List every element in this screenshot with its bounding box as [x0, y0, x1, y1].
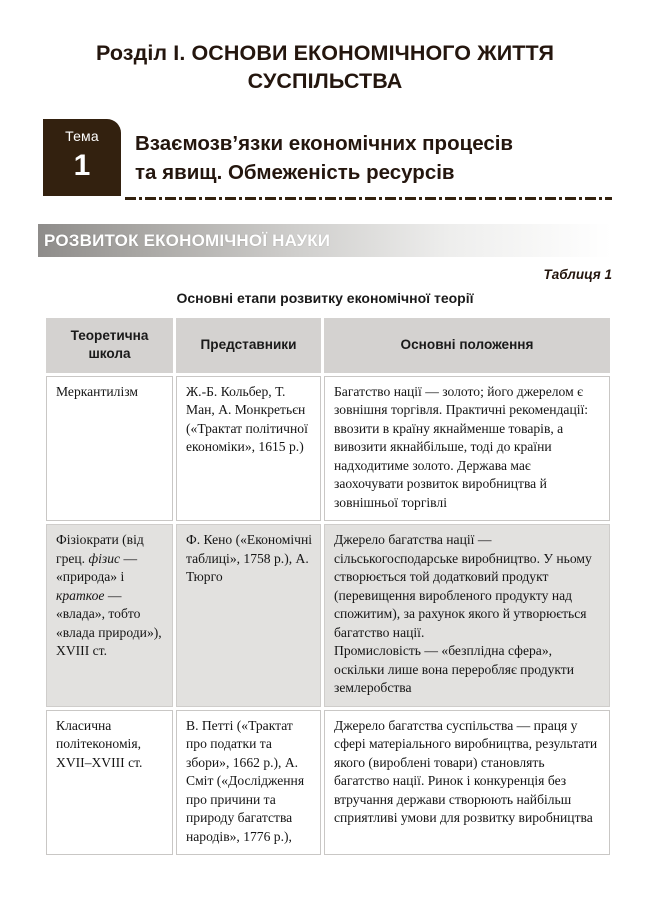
table-number-label: Таблиця 1: [543, 267, 612, 283]
term-plain: Фізіократи (від грец.: [56, 532, 144, 566]
cell-principles: [324, 524, 610, 706]
table-body: [46, 376, 610, 855]
topic-title-line-2: та явищ. Обмеженість ресурсів: [135, 161, 455, 185]
cell-school: [46, 524, 173, 706]
cell-representatives: Ж.-Б. Кольбер, Т. Ман, А. Монкретьєн («Трактат політичної економіки», 1615 р.): [176, 376, 321, 521]
table-row: [46, 524, 610, 706]
topic-badge-word: Тема: [65, 128, 99, 145]
section-title: РОЗВИТОК ЕКОНОМІЧНОЇ НАУКИ: [44, 230, 331, 250]
cell-principles: [324, 376, 610, 521]
table-header-row: [46, 318, 610, 373]
topic-title-line-1: Взаємозв’язки економічних процесів: [135, 132, 514, 156]
term-italic: фізис: [88, 550, 121, 566]
column-header-school: Теоретична школа: [46, 318, 173, 373]
topic-title: [135, 129, 612, 187]
topic-badge-number: 1: [73, 149, 91, 183]
table-row: [46, 376, 610, 521]
section-banner: [38, 224, 612, 257]
column-header-representatives: Представники: [176, 318, 321, 373]
column-header-principles: Основні положення: [324, 318, 610, 373]
topic-number-badge: [43, 119, 121, 196]
topic-dashed-rule: [125, 197, 612, 200]
cell-principles: [324, 710, 610, 855]
cell-representatives: Ф. Кено («Економічні таблиці», 1758 р.), А. Тюрго: [176, 524, 321, 706]
chapter-title: Розділ I. ОСНОВИ ЕКОНОМІЧНОГО ЖИТТЯ СУСПІЛЬСТВА: [95, 41, 555, 93]
principle-paragraph: Промисловість — «безплідна сфера», оскільки лише вона переробляє продукти землеробства: [334, 643, 575, 696]
term-plain: — «природа» і: [56, 550, 138, 585]
table-container: [43, 315, 610, 858]
table-caption: Основні етапи розвитку економічної теорії: [176, 290, 474, 307]
principle-paragraph: Джерело багатства суспільства — праця у сфері матеріального виробництва, результати якого (вироблені товари) становлять багатство нації. Ринок і конкуренція без втручання держави створюють найбільш сприятливі умови для розвитку виробництва: [334, 717, 598, 826]
topic-header: [0, 119, 650, 201]
principle-paragraph: Джерело багатства нації — сільськогосподарське виробництво. У ньому створюється той додатковий продукт (перевищення виробленого продукту над спожитим), за рахунок якого й утворюється багатство нації.: [334, 532, 592, 640]
economic-theory-stages-table: [43, 315, 613, 858]
term-plain: — «влада», тобто «влада природи»), XVIII ст.: [56, 587, 162, 659]
principle-paragraph: Багатство нації — золото; його джерелом є зовнішня торгівля. Практичні рекомендації: ввозити в країну якнайменше товарів, а вивозити якнайбільше, тоді до країни надходитиме золото. Держава має заохочувати розвиток виробництва й зовнішньої торгівлі: [334, 383, 589, 510]
cell-representatives: В. Петті («Трактат про податки та збори», 1662 р.), А. Сміт («Дослідження про причини та природу багатства народів», 1776 р.),: [176, 710, 321, 855]
term-italic: краткое: [56, 587, 105, 603]
table-row: [46, 710, 610, 855]
cell-school: Меркантилізм: [46, 376, 173, 521]
cell-school: Класична політекономія, XVII–XVIII ст.: [46, 710, 173, 855]
